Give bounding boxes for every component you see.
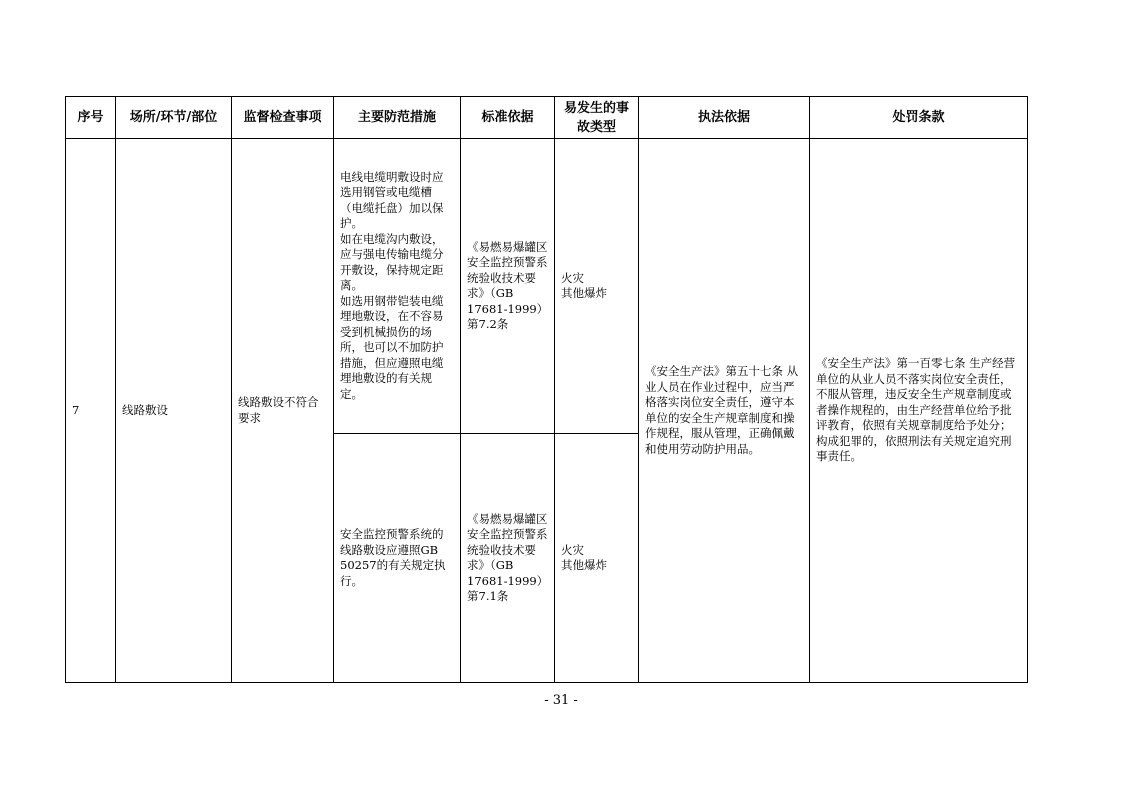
- header-standards: 标准依据: [461, 97, 555, 139]
- table-row: [66, 139, 1028, 434]
- measure-cell-2: 安全监控预警系统的线路敷设应遵照GB 50257的有关规定执行。: [334, 434, 461, 683]
- page-number: - 31 -: [544, 693, 578, 708]
- measure-cell-1: 电线电缆明敷设时应选用钢管或电缆槽（电缆托盘）加以保护。 如在电缆沟内敷设，应与强电传输电缆分开敷设，保持规定距离。 如选用钢带铠装电缆埋地敷设，在不容易受到机械损伤的场所，也可以不加防护措施，但应遵照电缆埋地敷设的有关规定。: [334, 139, 461, 434]
- law-basis-cell: 《安全生产法》第五十七条 从业人员在作业过程中，应当严格落实岗位安全责任，遵守本单位的安全生产规章制度和操作规程，服从管理，正确佩戴和使用劳动防护用品。: [639, 139, 810, 683]
- header-location: 场所/环节/部位: [116, 97, 232, 139]
- header-measures: 主要防范措施: [334, 97, 461, 139]
- header-inspection-item: 监督检查事项: [232, 97, 334, 139]
- row-number: 7: [66, 139, 116, 683]
- penalty-cell: 《安全生产法》第一百零七条 生产经营单位的从业人员不落实岗位安全责任，不服从管理，违反安全生产规章制度或者操作规程的，由生产经营单位给予批评教育，依照有关规章制度给予处分；构成犯罪的，依照刑法有关规定追究刑事责任。: [810, 139, 1028, 683]
- accident-type-cell-2: 火灾 其他爆炸: [555, 434, 639, 683]
- row-inspection-item: 线路敷设不符合要求: [232, 139, 334, 683]
- accident-type-cell-1: 火灾 其他爆炸: [555, 139, 639, 434]
- standard-cell-1: 《易燃易爆罐区安全监控预警系统验收技术要求》（GB 17681-1999）第7.2条: [461, 139, 555, 434]
- header-penalty: 处罚条款: [810, 97, 1028, 139]
- standard-cell-2: 《易燃易爆罐区安全监控预警系统验收技术要求》（GB 17681-1999）第7.1条: [461, 434, 555, 683]
- header-number: 序号: [66, 97, 116, 139]
- inspection-table: [65, 96, 1028, 683]
- row-location: 线路敷设: [116, 139, 232, 683]
- header-row: [66, 97, 1028, 139]
- header-accident-type: 易发生的事故类型: [555, 97, 639, 139]
- header-law-basis: 执法依据: [639, 97, 810, 139]
